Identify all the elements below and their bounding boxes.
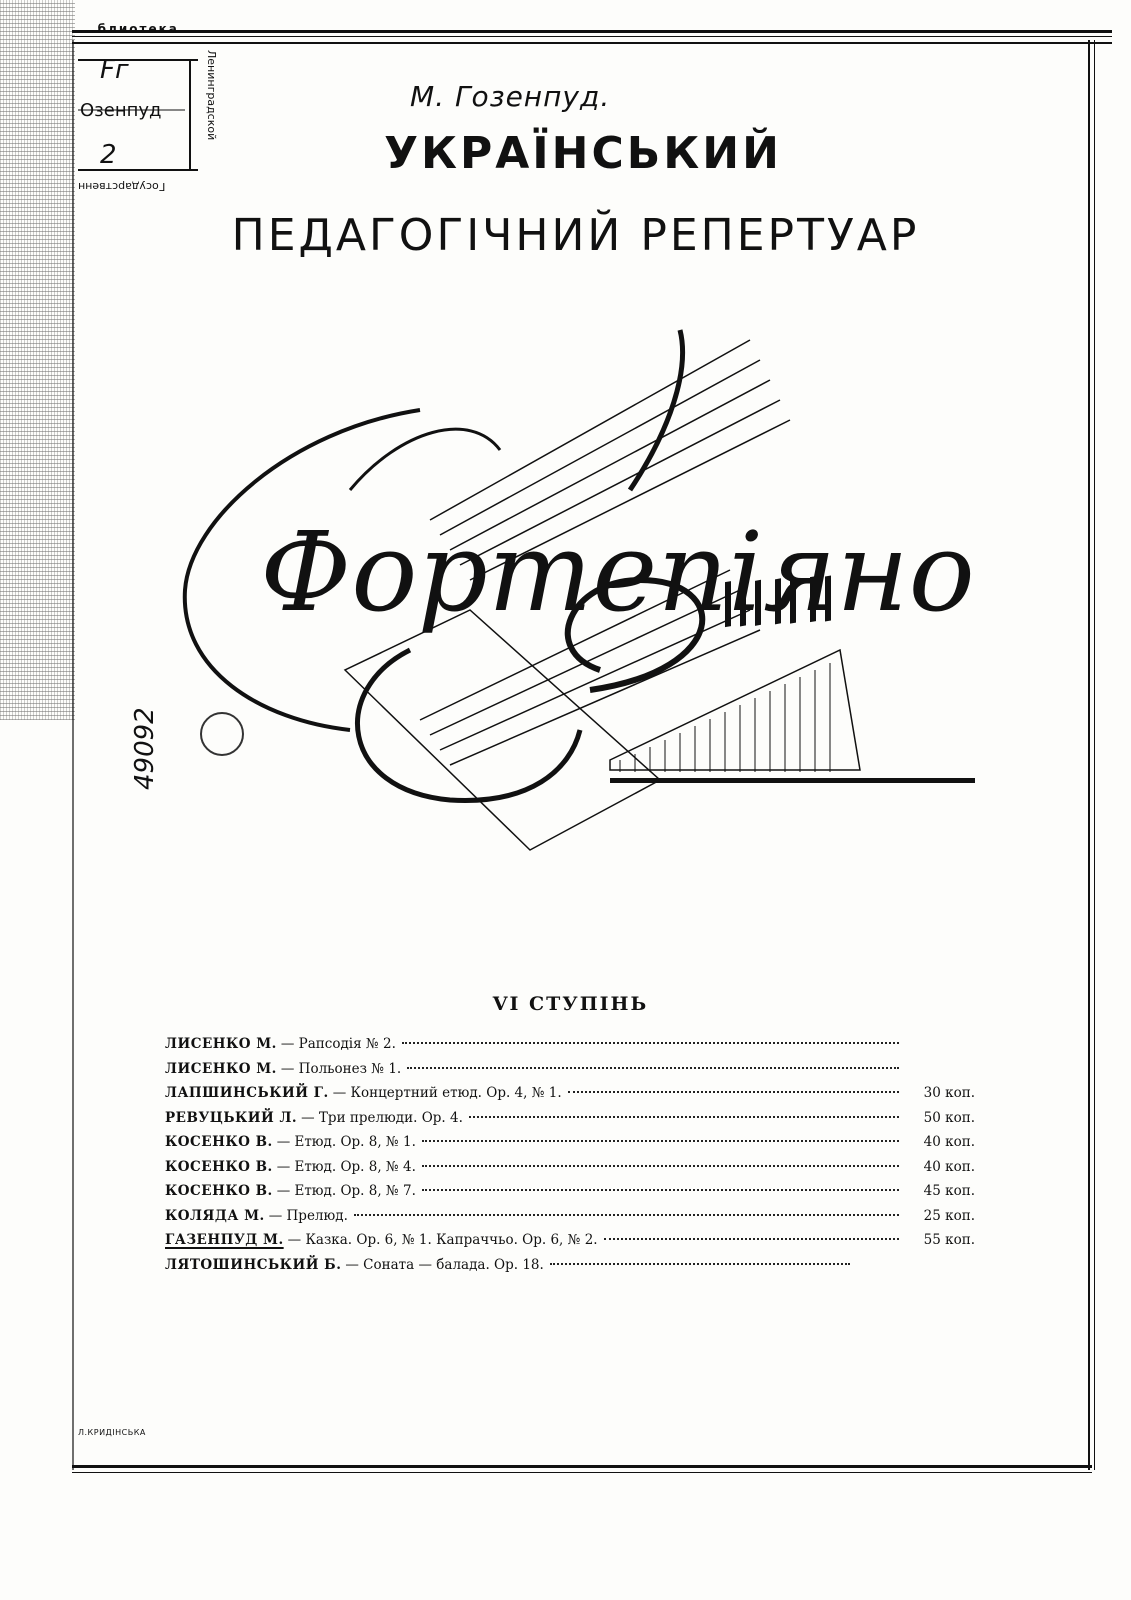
work-title: — Етюд. Ор. 8, № 4. [276,1158,416,1175]
composer: КОСЕНКО В. [165,1183,273,1199]
work-title: — Етюд. Ор. 8, № 1. [276,1134,416,1150]
list-item [165,1106,975,1131]
list-item [165,1179,975,1204]
stamp-handwriting-name: Озенпуд [80,100,162,121]
list-item [165,1204,975,1229]
cover-illustration [170,290,990,870]
library-seal [200,712,244,756]
work-title: — Концертний етюд. Ор. 4, № 1. [332,1085,562,1101]
cover-word: Фортепіяно [260,508,975,636]
frame-bottom-rule-thin [72,1472,1092,1473]
price: 30 коп. [923,1085,975,1101]
price: 45 коп. [923,1183,975,1199]
list-item [165,1155,975,1180]
frame-top-rule [72,30,1112,33]
swoosh-top-curve [350,429,500,490]
lower-loop [358,650,580,800]
list-item [165,1253,975,1278]
price: 55 коп. [923,1232,975,1248]
composer: КОСЕНКО В. [165,1134,273,1150]
sheet-outline [345,610,660,850]
work-title: — Казка. Ор. 6, № 1. Капраччьо. Ор. 6, № 2. [287,1232,598,1248]
composer: ЛИСЕНКО М. [165,1036,277,1052]
leader-dots [422,1140,899,1142]
price: 40 коп. [923,1158,975,1175]
composer: ЛАПШИНСЬКИЙ Г. [165,1085,329,1101]
list-item [165,1032,975,1057]
title-line-2: ПЕДАГОГІЧНИЙ РЕПЕРТУАР [231,210,920,261]
grade-heading: VI СТУПІНЬ [492,993,649,1015]
price: 50 коп. [923,1109,975,1126]
frame-top-rule-inner [72,42,1112,44]
frame-top-rule-thin [72,36,1112,37]
artist-credit: Л.КРИДІНСЬКА [78,1428,146,1437]
list-item [165,1057,975,1082]
repertoire-list [165,1032,975,1277]
frame-bottom-rule [72,1465,1092,1468]
handwritten-author: М. Гозенпуд. [410,80,611,113]
work-title: — Три прелюди. Ор. 4. [301,1109,463,1126]
composer: ЛИСЕНКО М. [165,1060,277,1077]
leader-dots [550,1263,850,1265]
stamp-handwriting-number: 2 [100,140,117,170]
list-item [165,1228,975,1253]
price: 40 коп. [923,1134,975,1150]
vertical-stroke [630,330,683,490]
leader-dots [422,1189,899,1191]
work-title: — Польонез № 1. [280,1060,402,1077]
list-item [165,1130,975,1155]
inventory-number: 49092 [130,707,160,790]
stamp-library-label: ...блиотека [78,22,179,36]
composer: РЕВУЦЬКИЙ Л. [165,1109,298,1126]
price: 25 коп. [923,1207,975,1224]
stamp-handwriting-shelf: Fг [100,55,129,85]
composer: КОСЕНКО В. [165,1158,273,1175]
leader-dots [402,1042,899,1044]
composer: КОЛЯДА М. [165,1207,265,1224]
composer: ЛЯТОШИНСЬКИЙ Б. [165,1256,342,1273]
leader-dots [407,1067,899,1069]
leader-dots [604,1238,899,1240]
stamp-vertical-text: Ленинградской [205,50,218,141]
inventory-number-box [130,680,170,790]
list-item [165,1081,975,1106]
leader-dots [354,1214,899,1216]
work-title: — Етюд. Ор. 8, № 7. [276,1183,416,1199]
stamp-bottom-text: Государственн [78,180,166,193]
work-title: — Прелюд. [268,1207,348,1224]
composer: ГАЗЕНПУД М. [165,1232,284,1248]
title-line-1: УКРАЇНСЬКИЙ [384,128,782,179]
leader-dots [469,1116,899,1118]
leader-dots [422,1165,899,1167]
work-title: — Соната — балада. Ор. 18. [345,1256,544,1273]
work-title: — Рапсодія № 2. [280,1036,396,1052]
leader-dots [568,1091,899,1093]
